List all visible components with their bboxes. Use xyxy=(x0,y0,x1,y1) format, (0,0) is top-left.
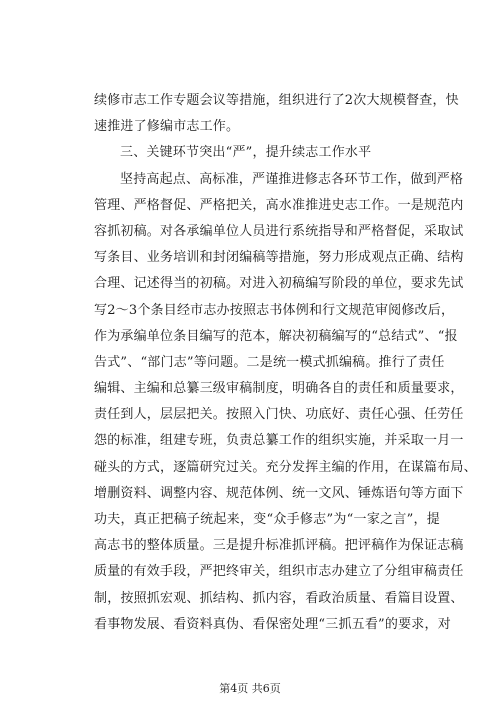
text-line: 写2～3个条目经市志办按照志书体例和行文规范审阅修改后， xyxy=(94,302,455,318)
text-line: 质量的有效手段，严把终审关，组织市志办建立了分组审稿责任 xyxy=(94,564,464,580)
text-line: 高志书的整体质量。三是提升标准抓评稿。把评稿作为保证志稿 xyxy=(94,538,464,554)
text-line: 功夫，真正把稿子统起来，变“众手修志”为“一家之言”，提 xyxy=(94,512,440,527)
text-line: 写条目、业务培训和封闭编稿等措施，努力形成观点正确、结构 xyxy=(94,250,464,266)
text-line: 合理、记述得当的初稿。对进入初稿编写阶段的单位，要求先试 xyxy=(94,276,464,292)
text-line: 看事物发展、看资料真伪、看保密处理“三抓五看”的要求，对 xyxy=(94,616,451,632)
page-footer: 第4页 共6页 xyxy=(219,682,281,695)
text-line: 增删资料、调整内容、规范体例、统一文风、锤炼语句等方面下 xyxy=(94,485,464,501)
text-line: 碰头的方式，逐篇研究过关。充分发挥主编的作用，在谋篇布局、 xyxy=(94,459,477,475)
text-line: 管理、严格督促、严格把关，高水准推进史志工作。一是规范内 xyxy=(94,197,464,213)
text-line: 作为承编单位条目编写的范本，解决初稿编写的“总结式”、“报 xyxy=(94,328,458,344)
text-line: 制，按照抓宏观、抓结构、抓内容，看政治质量、看篇目设置、 xyxy=(94,590,464,606)
section-heading: 三、关键环节突出“严”，提升续志工作水平 xyxy=(120,145,372,161)
text-line: 坚持高起点、高标准，严谨推进修志各环节工作，做到严格 xyxy=(120,171,464,187)
text-line: 责任到人，层层把关。按照入门快、功底好、责任心强、任劳任 xyxy=(94,407,464,423)
text-line: 怨的标准，组建专班，负责总纂工作的组织实施，并采取一月一 xyxy=(94,433,464,449)
text-line: 容抓初稿。对各承编单位人员进行系统指导和严格督促，采取试 xyxy=(94,223,464,239)
text-line: 告式”、“部门志”等问题。二是统一模式抓编稿。推行了责任 xyxy=(94,354,445,370)
text-line: 编辑、主编和总纂三级审稿制度，明确各自的责任和质量要求， xyxy=(94,381,464,397)
text-line: 续修市志工作专题会议等措施，组织进行了2次大规模督查，快 xyxy=(94,93,459,108)
text-line: 速推进了修编市志工作。 xyxy=(94,119,240,135)
document-body xyxy=(94,88,477,638)
